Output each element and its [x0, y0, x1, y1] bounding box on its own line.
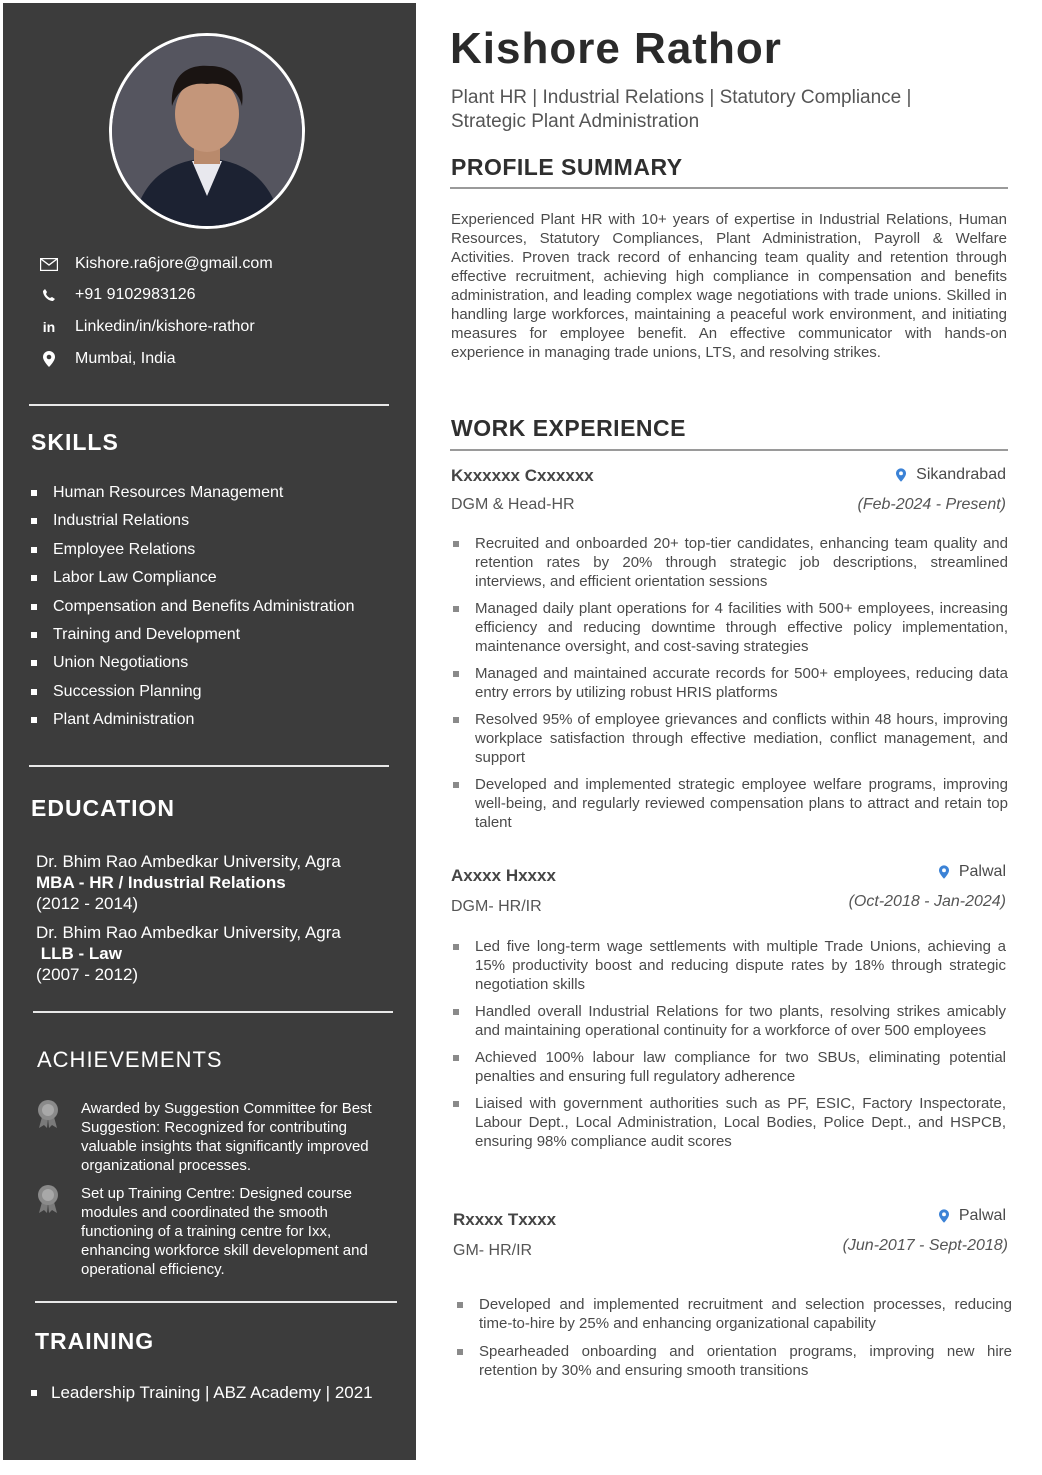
email-text[interactable]: Kishore.ra6jore@gmail.com [75, 255, 273, 272]
headline-tagline: Plant HR | Industrial Relations | Statutory Compliance | Strategic Plant Administration [451, 87, 912, 132]
bullet-item: Managed and maintained accurate records for 500+ employees, reducing data entry errors by utilizing robust HRIS platforms [451, 664, 1008, 702]
job-period: (Jun-2017 - Sept-2018) [842, 1237, 1008, 1254]
skill-item: Succession Planning [31, 681, 355, 709]
skill-item: Plant Administration [31, 709, 355, 737]
skill-item: Labor Law Compliance [31, 567, 355, 595]
job-location: Palwal [939, 1207, 1006, 1225]
bullet-item: Spearheaded onboarding and orientation programs, improving new hire retention by 30% and ensuring smooth transitions [455, 1342, 1012, 1380]
map-pin-icon [939, 1209, 949, 1223]
skills-heading: SKILLS [31, 429, 119, 455]
bullet-item: Liaised with government authorities such as PF, ESIC, Factory Inspectorate, Labour Dept., Local Administration, Local Bodies, Police Dept., and HSPCB, ensuring 98% compliance audit scores [451, 1094, 1006, 1151]
edu-school: Dr. Bhim Rao Ambedkar University, Agra [36, 923, 341, 942]
job-role: DGM & Head-HR [451, 496, 575, 513]
skill-item: Industrial Relations [31, 510, 355, 538]
contact-email[interactable] [39, 255, 273, 273]
education-entry [36, 851, 341, 914]
bullet [31, 575, 37, 581]
linkedin-icon: in [42, 319, 56, 335]
achievements-heading: ACHIEVEMENTS [37, 1047, 223, 1072]
divider [450, 187, 1008, 189]
bullet [31, 632, 37, 638]
award-medal-icon [35, 1184, 61, 1214]
company-name: Rxxxx Txxxx [453, 1210, 557, 1229]
job-bullets [455, 1295, 1012, 1380]
education-entry [36, 922, 341, 985]
job-period: (Feb-2024 - Present) [857, 496, 1006, 513]
linkedin-text[interactable]: Linkedin/in/kishore-rathor [75, 318, 255, 335]
edu-years: (2007 - 2012) [36, 965, 139, 984]
divider [29, 404, 389, 406]
candidate-name: Kishore Rathor [450, 24, 782, 73]
divider [29, 765, 389, 767]
bullet [453, 606, 459, 612]
map-pin-icon [896, 468, 906, 482]
job-location: Palwal [939, 863, 1006, 881]
edu-school: Dr. Bhim Rao Ambedkar University, Agra [36, 852, 341, 871]
job-role: GM- HR/IR [453, 1242, 533, 1259]
education-heading: EDUCATION [31, 795, 176, 821]
job-bullets [451, 937, 1006, 1151]
edu-degree: MBA - HR / Industrial Relations [36, 873, 286, 892]
profile-summary-heading: PROFILE SUMMARY [451, 154, 683, 180]
bullet [453, 1009, 459, 1015]
bullet [31, 518, 37, 524]
job-bullets [451, 534, 1008, 832]
divider [33, 1011, 393, 1013]
bullet [453, 1101, 459, 1107]
envelope-icon [39, 258, 59, 271]
bullet [453, 541, 459, 547]
bullet [453, 671, 459, 677]
bullet [31, 717, 37, 723]
bullet-item: Achieved 100% labour law compliance for two SBUs, eliminating potential penalties and ensuring full regulatory adherence [451, 1048, 1006, 1086]
training-heading: TRAINING [35, 1328, 155, 1354]
bullet-item: Led five long-term wage settlements with multiple Trade Unions, achieving a 15% productivity boost and reducing dispute rates by 18% through strategic negotiation skills [451, 937, 1006, 994]
job-role: DGM- HR/IR [451, 898, 542, 915]
award-medal-icon [35, 1099, 61, 1129]
work-experience-heading: WORK EXPERIENCE [451, 415, 686, 441]
skill-item: Human Resources Management [31, 482, 355, 510]
contact-linkedin[interactable] [39, 318, 255, 336]
bullet [453, 944, 459, 950]
map-pin-icon [39, 351, 59, 367]
achievement-text: Set up Training Centre: Designed course modules and coordinated the smooth functioning of a training centre for Ixx, enhancing workforce skill development and operational efficiency. [81, 1185, 368, 1278]
divider [35, 1301, 397, 1303]
skills-list [31, 482, 355, 738]
bullet-item: Handled overall Industrial Relations for two plants, resolving strikes amicably and maintaining operational continuity for a workforce of over 500 employees [451, 1002, 1006, 1040]
bullet [31, 604, 37, 610]
company-name: Kxxxxxx Cxxxxxx [451, 466, 594, 485]
bullet [453, 1055, 459, 1061]
job-period: (Oct-2018 - Jan-2024) [848, 893, 1006, 910]
achievement-item [33, 1099, 393, 1175]
skill-item: Training and Development [31, 624, 355, 652]
bullet-item: Developed and implemented recruitment and selection processes, reducing time-to-hire by 25% and enhancing organizational capability [455, 1295, 1012, 1333]
bullet [453, 717, 459, 723]
skill-item: Compensation and Benefits Administration [31, 596, 355, 624]
company-name: Axxxx Hxxxx [451, 866, 556, 885]
profile-summary-text: Experienced Plant HR with 10+ years of expertise in Industrial Relations, Human Resources, Statutory Compliances, Plant Administration, Payroll & Welfare Activities. Proven track record of enhancing team quality and retention through effective recruitment, achieving high compliance in compensation and benefits administration, and leading complex wage negotiations with trade unions. Skilled in handling large workforces, maintaining a peaceful work environment, and initiating measures for employee benefit. An effective communicator with hands-on experience in managing trade unions, LTS, and resolving strikes. [451, 211, 1007, 361]
contact-location [39, 350, 176, 368]
sidebar [3, 3, 416, 1460]
location-text: Mumbai, India [75, 350, 176, 367]
contact-phone[interactable] [39, 286, 196, 304]
bullet [457, 1349, 463, 1355]
bullet-item: Developed and implemented strategic employee welfare programs, improving well-being, and regularly reviewed compensation plans to attract and retain top talent [451, 775, 1008, 832]
skill-item: Union Negotiations [31, 652, 355, 680]
edu-years: (2012 - 2014) [36, 894, 139, 913]
profile-photo [109, 33, 305, 229]
bullet [31, 490, 37, 496]
bullet [457, 1302, 463, 1308]
map-pin-icon [939, 865, 949, 879]
person-portrait-icon [112, 36, 302, 226]
training-item: Leadership Training | ABZ Academy | 2021 [31, 1383, 373, 1403]
bullet [31, 660, 37, 666]
skill-item: Employee Relations [31, 539, 355, 567]
bullet [453, 782, 459, 788]
bullet [31, 1390, 37, 1396]
bullet [31, 547, 37, 553]
divider [450, 449, 1008, 451]
phone-text[interactable]: +91 9102983126 [75, 286, 196, 303]
bullet-item: Managed daily plant operations for 4 facilities with 500+ employees, increasing efficiency and reducing downtime through effective policy implementation, maintenance oversight, and cost-saving strategies [451, 599, 1008, 656]
edu-degree: LLB - Law [36, 944, 122, 963]
phone-icon [39, 288, 59, 302]
job-location: Sikandrabad [896, 466, 1006, 484]
achievement-text: Awarded by Suggestion Committee for Best Suggestion: Recognized for contributing valuable insights that significantly improved organizational processes. [81, 1100, 372, 1174]
bullet-item: Resolved 95% of employee grievances and conflicts within 48 hours, improving workplace satisfaction through effective mediation, conflict management, and support [451, 710, 1008, 767]
achievement-item [33, 1184, 393, 1279]
bullet-item: Recruited and onboarded 20+ top-tier candidates, enhancing team quality and retention rates by 20% through strategic job descriptions, streamlined interviews, and efficient orientation sessions [451, 534, 1008, 591]
bullet [31, 689, 37, 695]
